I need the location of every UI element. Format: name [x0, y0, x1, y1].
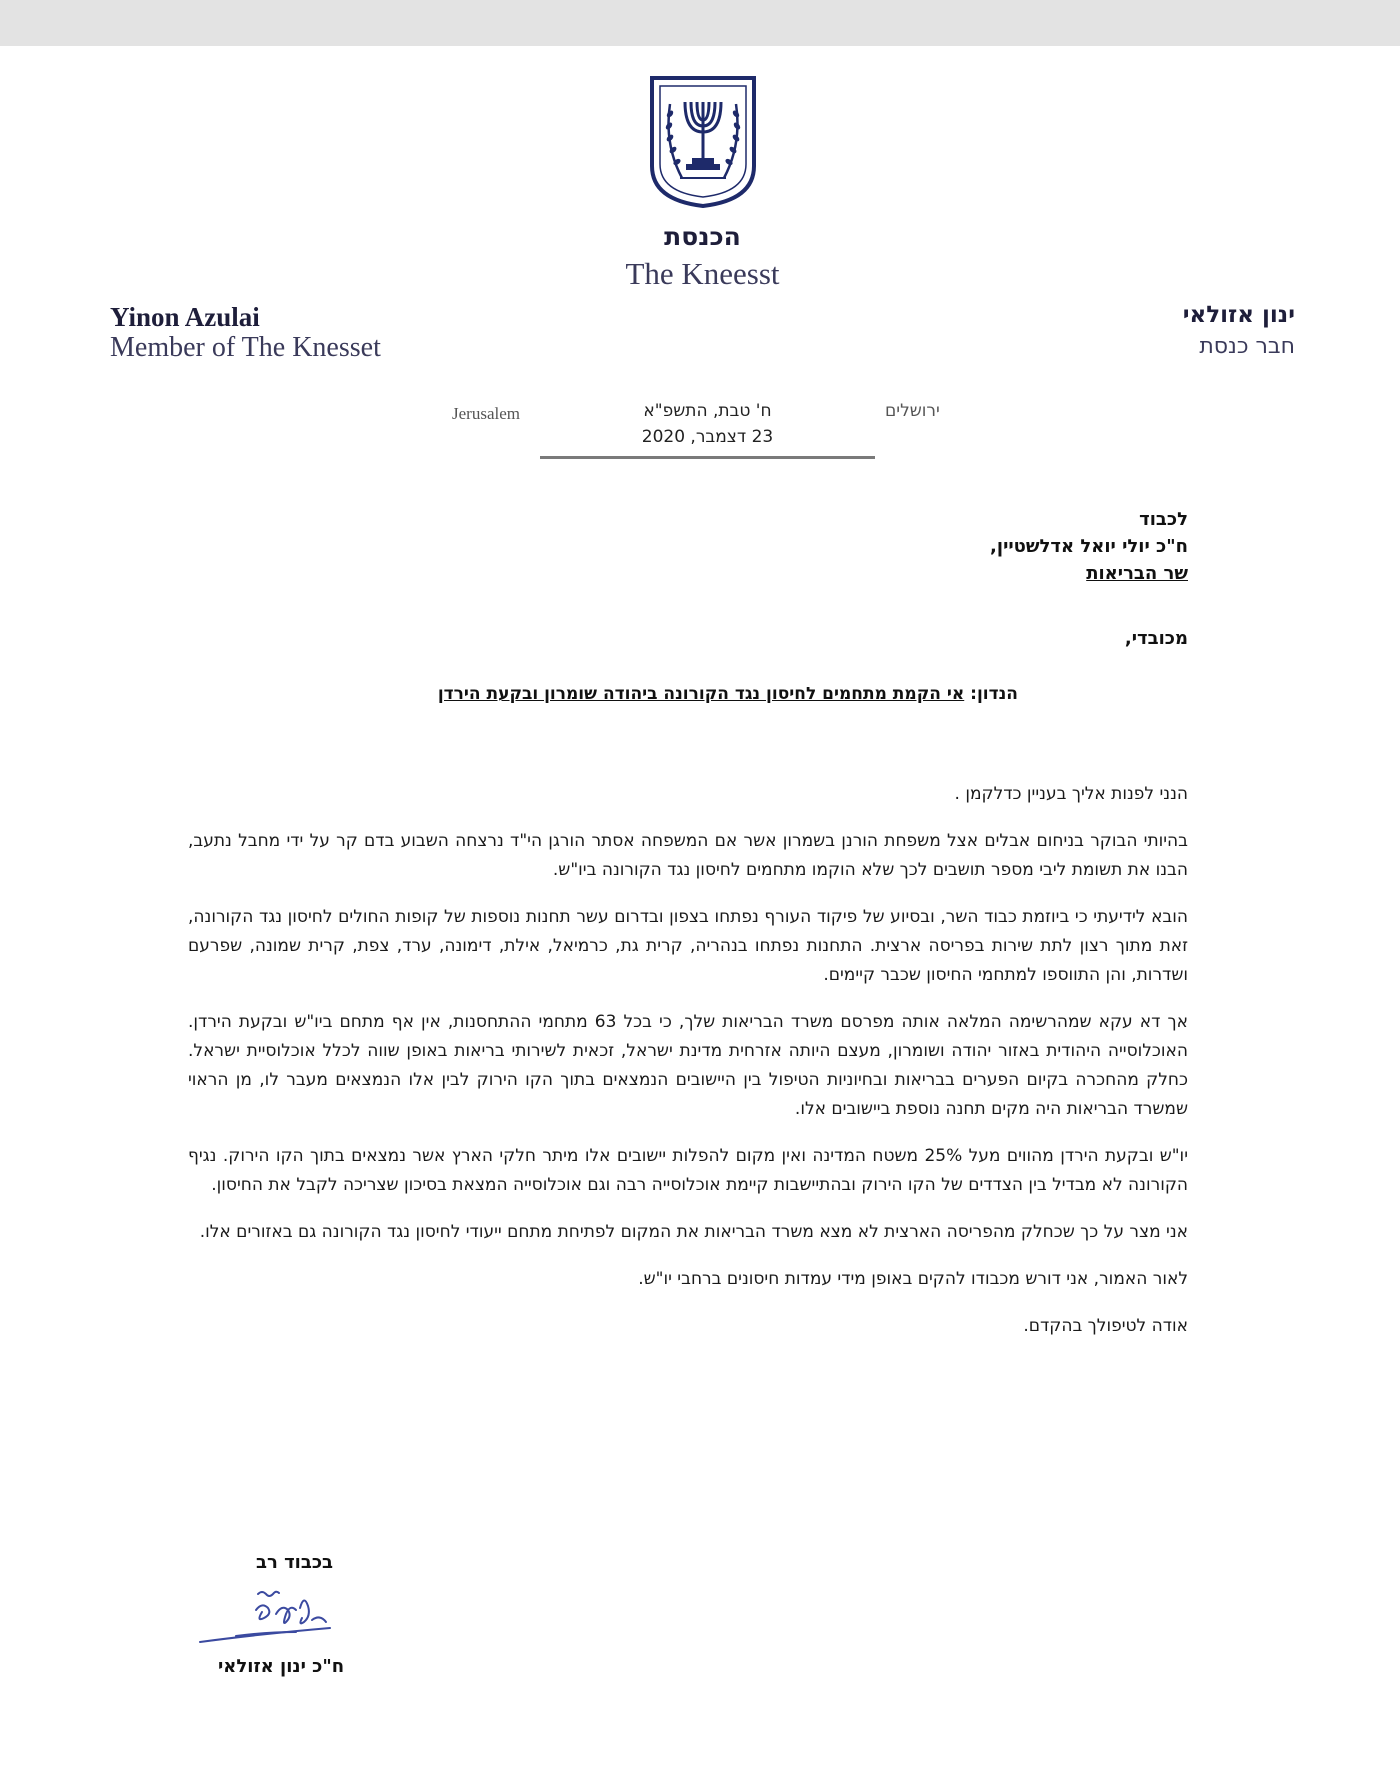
body-paragraph-1: הנני לפנות אליך בעניין כדלקמן .: [954, 784, 1188, 804]
subject-line: [438, 684, 1018, 704]
addressee-block: [990, 506, 1188, 587]
location-english: Jerusalem: [452, 404, 520, 423]
addressee-line-3: שר הבריאות: [1086, 563, 1188, 584]
signer-name: ח"כ ינון אזולאי: [218, 1656, 345, 1677]
closing-sign-off: בכבוד רב: [256, 1552, 333, 1573]
subject-label: הנדון:: [970, 684, 1018, 704]
hebrew-date: ח' טבת, התשפ"א: [643, 401, 772, 421]
member-hebrew-name: ינון אזולאי: [1182, 302, 1295, 328]
addressee-line-2: ח"כ יולי יואל אדלשטיין,: [990, 536, 1188, 557]
location-hebrew: ירושלים: [885, 401, 940, 421]
member-english-title: Member of The Knesset: [110, 332, 381, 363]
member-english-name: Yinon Azulai: [110, 302, 260, 332]
handwritten-signature-icon: [196, 1580, 356, 1660]
body-paragraph-8: אודה לטיפולך בהקדם.: [1023, 1316, 1188, 1336]
gregorian-date: 23 דצמבר, 2020: [641, 427, 774, 447]
body-paragraph-7: לאור האמור, אני דורש מכבודו להקים באופן מידי עמדות חיסונים ברחבי יו"ש.: [638, 1269, 1188, 1289]
body-paragraph-5: יו"ש ובקעת הירדן מהווים מעל 25% משטח המדינה ואין מקום להפלות יישובים אלו מיתר חלקי הארץ אשר נמצאים בתוך הקו הירוק. נגיף הקורונה לא מבדיל בין הצדדים של הקו הירוק ובהתיישבות קיימת אוכלוסייה רבה וגם אוכלוסייה המצאת בסיכון שצריכה לקבל את החיסון.: [188, 1146, 1188, 1195]
letter-body: [188, 780, 1188, 1359]
salutation: מכובדי,: [1124, 628, 1188, 649]
addressee-line-1: לכבוד: [1139, 509, 1188, 530]
body-paragraph-3: הובא לידיעתי כי ביוזמת כבוד השר, ובסיוע של פיקוד העורף נפתחו בצפון ובדרום עשר תחנות נוספות של קופות החולים לחיסון נגד הקורונה, זאת מתוך רצון לתת שירות בפריסה ארצית. התחנות נפתחו בנהריה, קרית גת, כרמיאל, אילת, דימונה, ערד, צפת, קרית שמונה, שפרעם ושדרות, והן התווספו למתחמי החיסון שכבר קיימים.: [188, 907, 1188, 985]
knesset-menorah-emblem-icon: [648, 74, 758, 210]
body-paragraph-2: בהיותי הבוקר בניחום אבלים אצל משפחת הורנן בשמרון אשר אם המשפחה אסתר הורגן הי"ד נרצחה השבוע בדם קר על ידי מחבל נתעב, הבנו את תשומת ליבי מספר תושבים לכך שלא הוקמו מתחמים לחיסון נגד הקורונה ביו"ש.: [188, 831, 1188, 880]
subject-text: אי הקמת מתחמים לחיסון נגד הקורונה ביהודה שומרון ובקעת הירדן: [437, 684, 965, 704]
body-paragraph-4: אך דא עקא שמהרשימה המלאה אותה מפרסם משרד הבריאות שלך, כי בכל 63 מתחמי ההתחסנות, אין אף מתחם ביו"ש ובקעת הירדן. האוכלוסייה היהודית באזור יהודה ושומרון, מעצם היותה אזרחית מדינת ישראל, זכאית לשירותי בריאות באופן שווה לכלל אוכלוסיית ישראל. כחלק מהחכרה בקיום הפערים בבריאות ובחיוניות הטיפול בין היישובים הנמצאים בתוך הקו הירוק לבין אלו הנמצאים מעבר לו, מן הראוי שמשרד הבריאות היה מקים תחנה נוספת ביישובים אלו.: [188, 1012, 1188, 1119]
knesset-english-title: The Kneesst: [625, 256, 780, 291]
body-paragraph-6: אני מצר על כך שכחלק מהפריסה הארצית לא מצא משרד הבריאות את המקום לפתיחת מתחם ייעודי לחיסון נגד הקורונה גם באזורים אלו.: [199, 1222, 1188, 1242]
knesset-hebrew-title: הכנסת: [664, 222, 741, 251]
date-block: [540, 398, 875, 459]
member-hebrew-title: חבר כנסת: [1199, 334, 1295, 359]
top-bar: [0, 0, 1400, 46]
